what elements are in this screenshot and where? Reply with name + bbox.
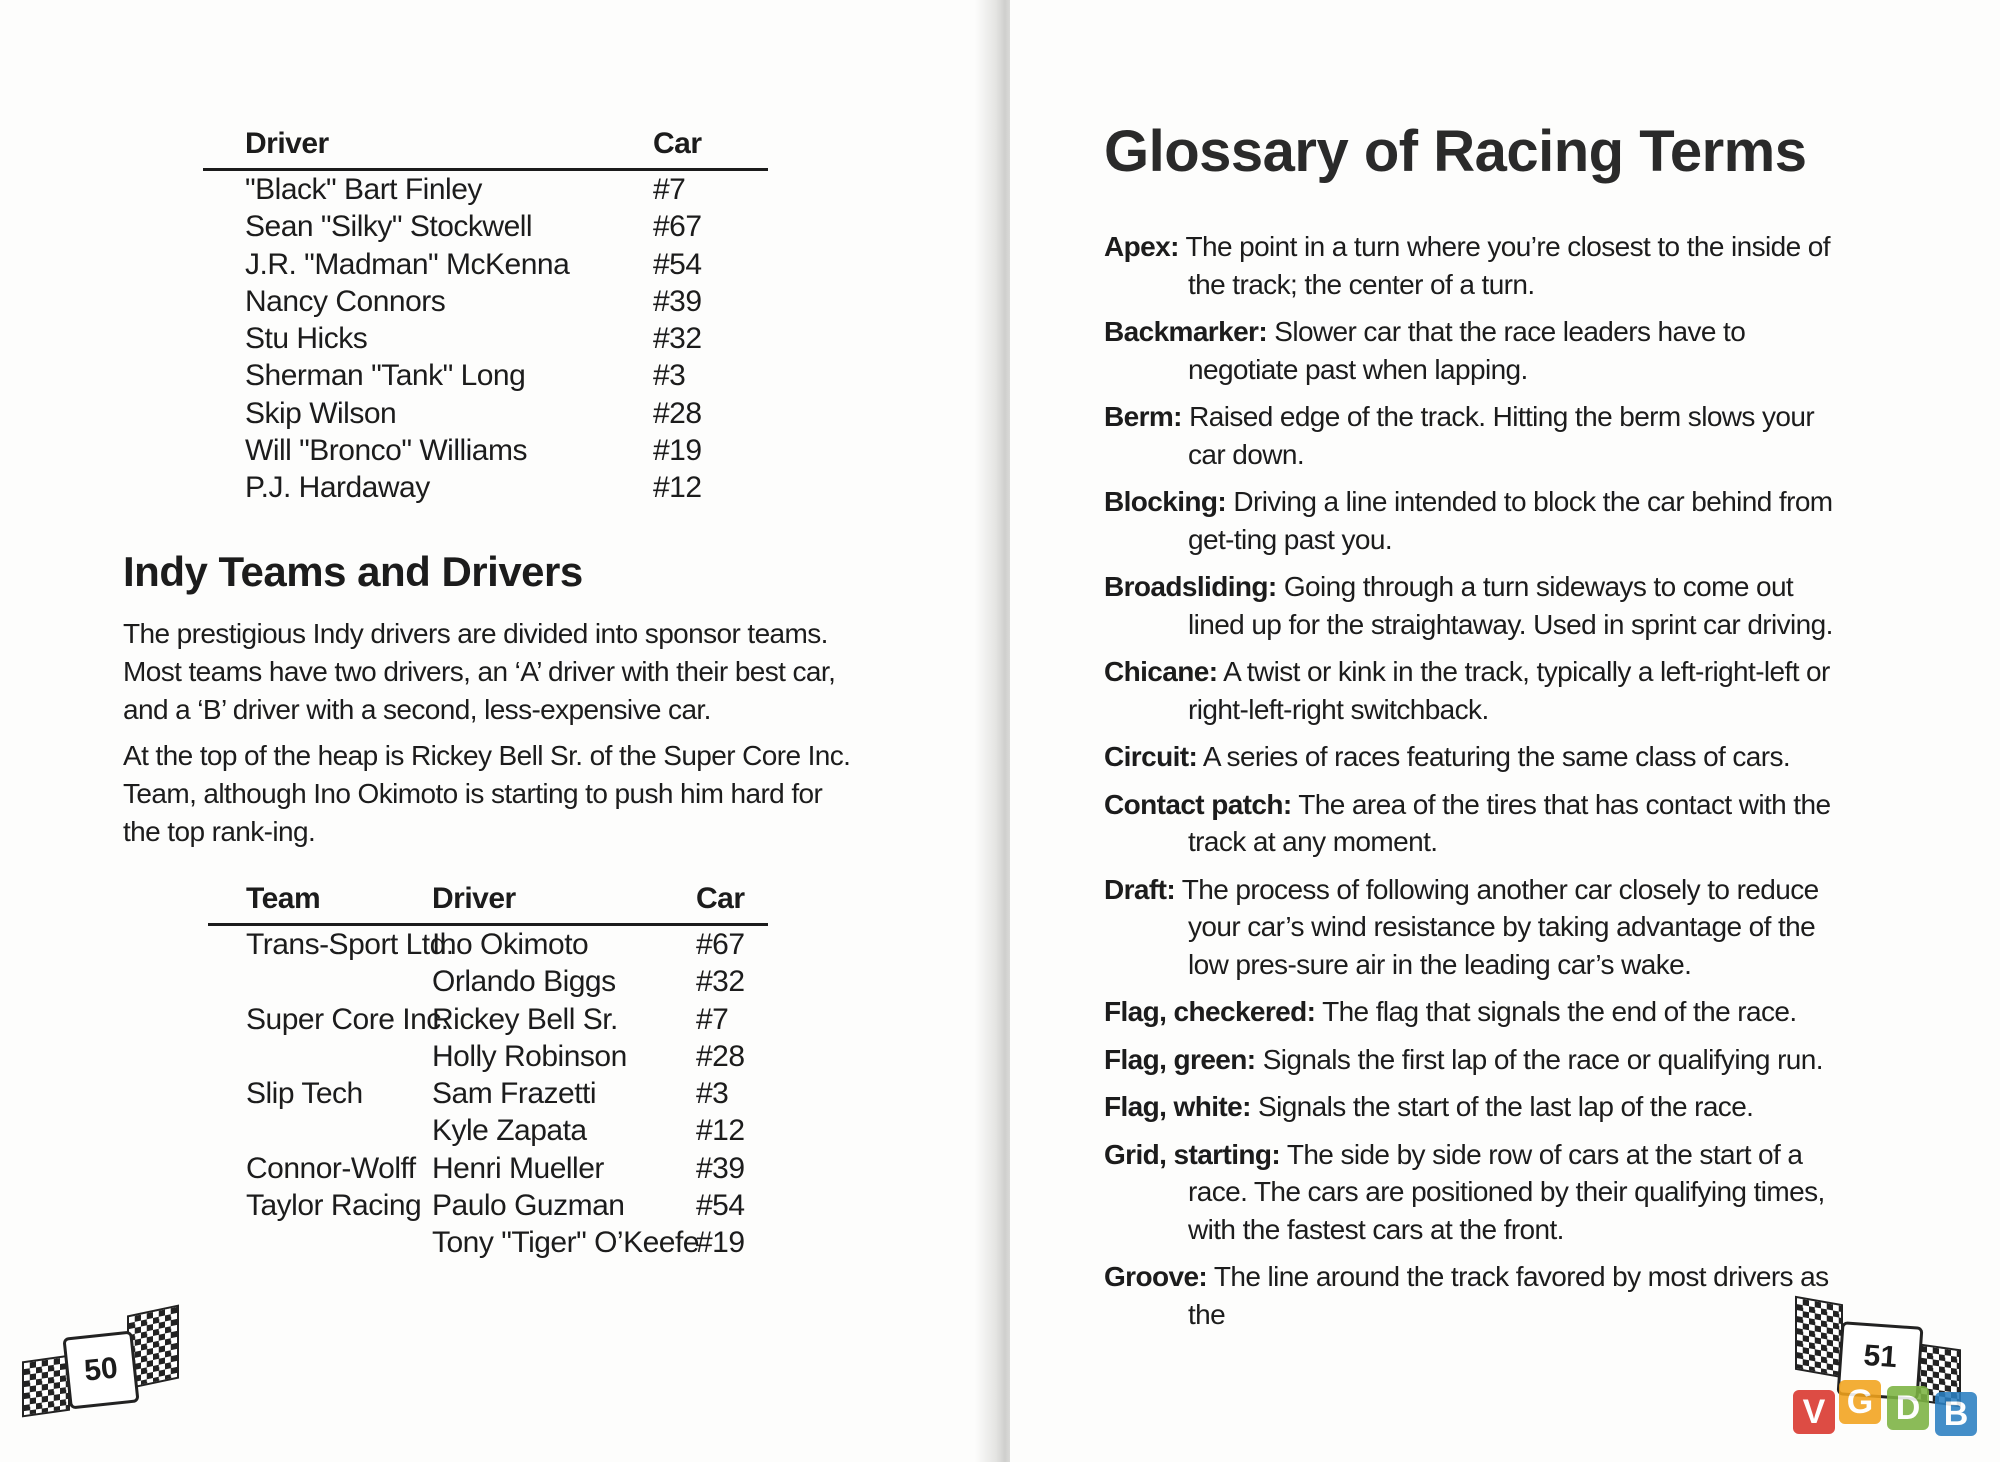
driver-name: Henri Mueller bbox=[432, 1151, 604, 1185]
page-number: 50 bbox=[62, 1331, 139, 1410]
car-number: #67 bbox=[696, 928, 745, 961]
table-row bbox=[203, 395, 768, 432]
table-row bbox=[203, 469, 768, 506]
glossary-definition: The line around the track favored by most drivers as the bbox=[1188, 1261, 1829, 1330]
glossary-definition: The side by side row of cars at the start of a race. The cars are positioned by their qualifying times, with the fastest cars at the front. bbox=[1188, 1138, 1825, 1245]
glossary-entry bbox=[1104, 1041, 1834, 1079]
paragraph: The prestigious Indy drivers are divided into sponsor teams. Most teams have two drivers, an ‘A’ driver with their best car, and a ‘B’ driver with a second, less-expensive car. bbox=[123, 618, 836, 725]
driver-name: Sherman "Tank" Long bbox=[245, 359, 526, 393]
driver-column-header: Driver bbox=[245, 127, 329, 160]
glossary-entry bbox=[1104, 483, 1834, 558]
section-heading: Indy Teams and Drivers bbox=[123, 548, 583, 595]
glossary-term: Flag, checkered: bbox=[1104, 996, 1316, 1027]
glossary-term: Blocking: bbox=[1104, 486, 1227, 517]
team-name: Connor-Wolff bbox=[246, 1151, 416, 1185]
car-number: #54 bbox=[696, 1189, 745, 1223]
teams-table bbox=[208, 880, 768, 1262]
car-number: #54 bbox=[653, 247, 702, 281]
table-row bbox=[203, 283, 768, 320]
car-number: #7 bbox=[696, 1002, 729, 1036]
driver-column-header: Driver bbox=[432, 882, 516, 915]
table-row bbox=[203, 357, 768, 394]
glossary-definition: Going through a turn sideways to come out lined up for the straightaway. Used in sprint car driving. bbox=[1188, 571, 1833, 640]
car-number: #28 bbox=[653, 396, 702, 430]
car-number: #12 bbox=[696, 1114, 745, 1148]
glossary-term: Draft: bbox=[1104, 873, 1176, 905]
team-name: Trans-Sport Ltd. bbox=[246, 928, 454, 961]
watermark-letter: G bbox=[1839, 1380, 1881, 1424]
table-row bbox=[208, 1224, 768, 1261]
driver-name: Sean "Silky" Stockwell bbox=[245, 210, 533, 244]
team-name: Slip Tech bbox=[246, 1077, 363, 1111]
glossary-definition: A series of races featuring the same class of cars. bbox=[1202, 741, 1791, 772]
glossary-definition: Raised edge of the track. Hitting the berm slows your car down. bbox=[1188, 401, 1815, 470]
glossary-term: Flag, green: bbox=[1104, 1043, 1256, 1075]
table-row bbox=[208, 1112, 768, 1149]
team-name: Taylor Racing bbox=[246, 1189, 422, 1223]
car-number: #3 bbox=[653, 359, 686, 393]
car-column-header: Car bbox=[653, 127, 702, 160]
glossary-definition: The point in a turn where you’re closest to the inside of the track; the center of a turn. bbox=[1185, 231, 1830, 300]
glossary-entry bbox=[1104, 786, 1834, 861]
glossary-term: Circuit: bbox=[1104, 741, 1198, 772]
table-row bbox=[203, 208, 768, 245]
car-number: #3 bbox=[696, 1077, 729, 1111]
driver-name: Rickey Bell Sr. bbox=[432, 1002, 618, 1036]
glossary-term: Broadsliding: bbox=[1104, 571, 1277, 602]
car-number: #39 bbox=[696, 1151, 745, 1185]
glossary-entry bbox=[1104, 1258, 1834, 1333]
table-row bbox=[208, 1075, 768, 1112]
glossary-entry bbox=[1104, 398, 1834, 473]
table-row bbox=[208, 963, 768, 1000]
car-number: #67 bbox=[653, 210, 702, 244]
car-number: #28 bbox=[696, 1039, 745, 1073]
glossary-term: Groove: bbox=[1104, 1261, 1208, 1292]
watermark-letter: B bbox=[1935, 1392, 1977, 1436]
glossary-definition: Signals the start of the last lap of the race. bbox=[1258, 1091, 1754, 1122]
table-row bbox=[208, 926, 768, 963]
glossary-term: Contact patch: bbox=[1104, 788, 1292, 820]
glossary-definition: The flag that signals the end of the race. bbox=[1322, 996, 1797, 1027]
driver-name: Paulo Guzman bbox=[432, 1189, 625, 1223]
driver-name: Nancy Connors bbox=[245, 284, 446, 318]
glossary-definition: Signals the first lap of the race or qualifying run. bbox=[1262, 1043, 1823, 1075]
glossary-term: Chicane: bbox=[1104, 656, 1218, 687]
glossary-entry bbox=[1104, 568, 1834, 643]
car-number: #19 bbox=[653, 434, 702, 468]
team-column-header: Team bbox=[246, 882, 321, 915]
driver-name: J.R. "Madman" McKenna bbox=[245, 247, 570, 281]
glossary-list bbox=[1104, 228, 1834, 1343]
glossary-term: Apex: bbox=[1104, 231, 1179, 262]
table-row bbox=[208, 1001, 768, 1038]
driver-name: Holly Robinson bbox=[432, 1039, 627, 1073]
glossary-entry bbox=[1104, 1088, 1834, 1126]
page-title: Glossary of Racing Terms bbox=[1104, 119, 1807, 184]
driver-name: Will "Bronco" Williams bbox=[245, 434, 527, 468]
paragraph: At the top of the heap is Rickey Bell Sr. of the Super Core Inc. Team, although Ino Okimoto is starting to push him hard for the top rank-ing. bbox=[123, 740, 851, 847]
driver-name: "Black" Bart Finley bbox=[245, 173, 482, 206]
glossary-entry bbox=[1104, 653, 1834, 728]
table-row bbox=[203, 432, 768, 469]
car-number: #7 bbox=[653, 173, 686, 206]
driver-name: Stu Hicks bbox=[245, 322, 368, 356]
glossary-definition: A twist or kink in the track, typically a left-right-left or right-left-right switchback. bbox=[1188, 656, 1830, 725]
vgdb-watermark bbox=[1793, 1380, 1988, 1440]
car-column-header: Car bbox=[696, 882, 745, 915]
car-number: #12 bbox=[653, 471, 702, 505]
glossary-entry bbox=[1104, 738, 1834, 776]
glossary-definition: The process of following another car closely to reduce your car’s wind resistance by taking advantage of the low pres-sure air in the leading car’s wake. bbox=[1181, 873, 1819, 980]
driver-name: Orlando Biggs bbox=[432, 965, 616, 999]
table-row bbox=[208, 1150, 768, 1187]
driver-name: Sam Frazetti bbox=[432, 1077, 597, 1111]
checkered-flag-icon bbox=[22, 1355, 70, 1418]
drivers-table bbox=[203, 125, 768, 507]
table-row bbox=[208, 1038, 768, 1075]
driver-name: Ino Okimoto bbox=[432, 928, 589, 961]
page-number: 51 bbox=[1837, 1321, 1924, 1401]
car-number: #19 bbox=[696, 1226, 745, 1260]
glossary-entry bbox=[1104, 313, 1834, 388]
driver-name: Kyle Zapata bbox=[432, 1114, 587, 1148]
table-row bbox=[203, 320, 768, 357]
glossary-term: Flag, white: bbox=[1104, 1091, 1251, 1122]
driver-name: P.J. Hardaway bbox=[245, 471, 430, 505]
table-row bbox=[203, 246, 768, 283]
glossary-term: Berm: bbox=[1104, 401, 1182, 432]
glossary-term: Grid, starting: bbox=[1104, 1138, 1281, 1170]
table-row bbox=[208, 1187, 768, 1224]
glossary-definition: The area of the tires that has contact with the track at any moment. bbox=[1188, 788, 1831, 857]
glossary-entry bbox=[1104, 871, 1834, 984]
checkered-flag-icon bbox=[1795, 1296, 1843, 1378]
driver-name: Skip Wilson bbox=[245, 396, 397, 430]
watermark-letter: D bbox=[1887, 1386, 1929, 1430]
left-page bbox=[0, 0, 990, 1462]
car-number: #39 bbox=[653, 284, 702, 318]
car-number: #32 bbox=[653, 322, 702, 356]
teams-table-body bbox=[208, 926, 768, 1262]
drivers-table-body bbox=[203, 171, 768, 507]
glossary-term: Backmarker: bbox=[1104, 316, 1268, 347]
car-number: #32 bbox=[696, 965, 745, 999]
team-name: Super Core Inc. bbox=[246, 1002, 449, 1036]
driver-name: Tony "Tiger" O’Keefe bbox=[432, 1226, 699, 1260]
glossary-entry bbox=[1104, 228, 1834, 303]
teams-table-header bbox=[208, 880, 768, 926]
watermark-letter: V bbox=[1793, 1390, 1835, 1434]
page-number-badge bbox=[22, 1310, 182, 1420]
glossary-entry bbox=[1104, 993, 1834, 1031]
glossary-definition: Slower car that the race leaders have to negotiate past when lapping. bbox=[1188, 316, 1746, 385]
glossary-definition: Driving a line intended to block the car behind from get-ting past you. bbox=[1188, 486, 1833, 555]
table-row bbox=[203, 171, 768, 208]
glossary-entry bbox=[1104, 1136, 1834, 1249]
drivers-table-header bbox=[203, 125, 768, 171]
